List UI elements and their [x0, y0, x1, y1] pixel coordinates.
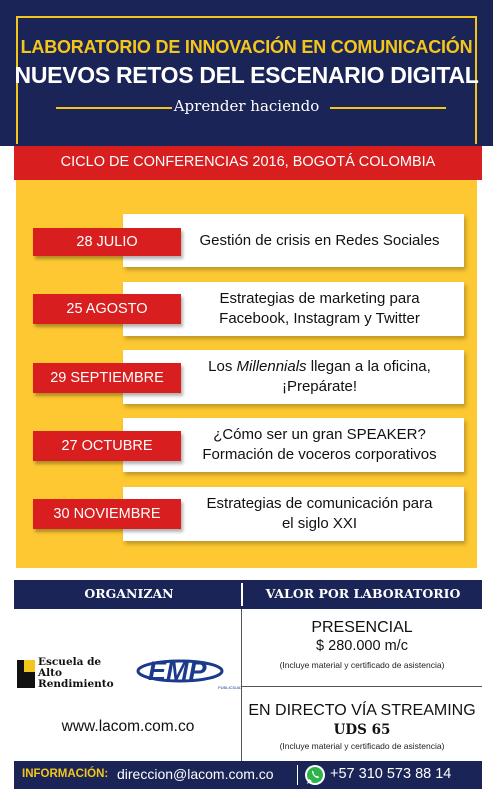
session-topic	[175, 487, 464, 541]
emp-logo-graphic	[136, 652, 243, 692]
footer-divider	[297, 765, 298, 785]
header-divider	[241, 583, 243, 606]
session-date: 28 JULIO	[33, 228, 181, 256]
session-topic-line1: Estrategias de marketing para	[219, 290, 420, 307]
tagline: Aprender haciendo	[173, 97, 320, 115]
session-date: 27 OCTUBRE	[33, 431, 181, 461]
emp-logo-text: EMP	[148, 656, 207, 686]
streaming-label: EN DIRECTO VÍA STREAMING	[248, 702, 476, 719]
session-topic-post: llegan a la oficina,	[306, 358, 431, 375]
session-topic	[175, 350, 464, 404]
title-line-2: NUEVOS RETOS DEL ESCENARIO DIGITAL	[14, 62, 479, 88]
contact-email[interactable]: direccion@lacom.com.co	[117, 766, 274, 782]
session-date: 25 AGOSTO	[33, 294, 181, 324]
onsite-note: (Incluye material y certificado de asistencia)	[279, 660, 445, 670]
info-label: INFORMACIÓN:	[22, 768, 109, 780]
session-topic	[175, 418, 464, 472]
escuela-logo-line1: Escuela de	[38, 656, 102, 668]
pricing-heading: VALOR POR LABORATORIO	[265, 586, 461, 601]
onsite-label: PRESENCIAL	[311, 619, 413, 636]
escuela-logo-line3: Rendimiento	[38, 678, 114, 690]
session-topic	[175, 282, 464, 336]
session-topic-text: Gestión de crisis en Redes Sociales	[199, 231, 440, 249]
panel-divider-horizontal	[242, 686, 482, 687]
session-topic	[175, 214, 464, 267]
emp-logo	[136, 652, 243, 692]
escuela-logo-icon-notch	[24, 660, 35, 672]
streaming-note: (Incluye material y certificado de asistencia)	[279, 741, 445, 751]
session-topic-pre: Los	[208, 358, 237, 375]
session-topic-line2: Formación de voceros corporativos	[202, 446, 437, 463]
whatsapp-icon	[304, 764, 326, 786]
session-topic-line2: el siglo XXI	[281, 515, 358, 532]
escuela-logo-text	[38, 657, 130, 690]
title-line-1: LABORATORIO DE INNOVACIÓN EN COMUNICACIÓN	[20, 37, 473, 57]
escuela-logo	[17, 657, 129, 691]
escuela-logo-line2: Alto	[38, 667, 62, 679]
session-date: 30 NOVIEMBRE	[33, 499, 181, 529]
session-topic-line2: Facebook, Instagram y Twitter	[219, 310, 420, 327]
emp-logo-sub: PUBLICIDAD	[218, 685, 243, 690]
session-topic-em: Millennials	[236, 358, 307, 375]
contact-phone[interactable]: +57 310 573 88 14	[330, 766, 452, 782]
session-topic-line1: Estrategias de comunicación para	[206, 495, 433, 512]
streaming-price: UDS 65	[333, 722, 391, 738]
organizers-heading: ORGANIZAN	[84, 586, 174, 601]
session-topic-line1: ¿Cómo ser un gran SPEAKER?	[213, 426, 426, 443]
cycle-label: CICLO DE CONFERENCIAS 2016, BOGOTÁ COLOMBIA	[60, 154, 436, 170]
onsite-price: $ 280.000 m/c	[316, 638, 408, 654]
session-date: 29 SEPTIEMBRE	[33, 363, 181, 393]
website-link[interactable]: www.lacom.com.co	[61, 718, 195, 735]
session-topic-line2: ¡Prepárate!	[281, 378, 358, 395]
